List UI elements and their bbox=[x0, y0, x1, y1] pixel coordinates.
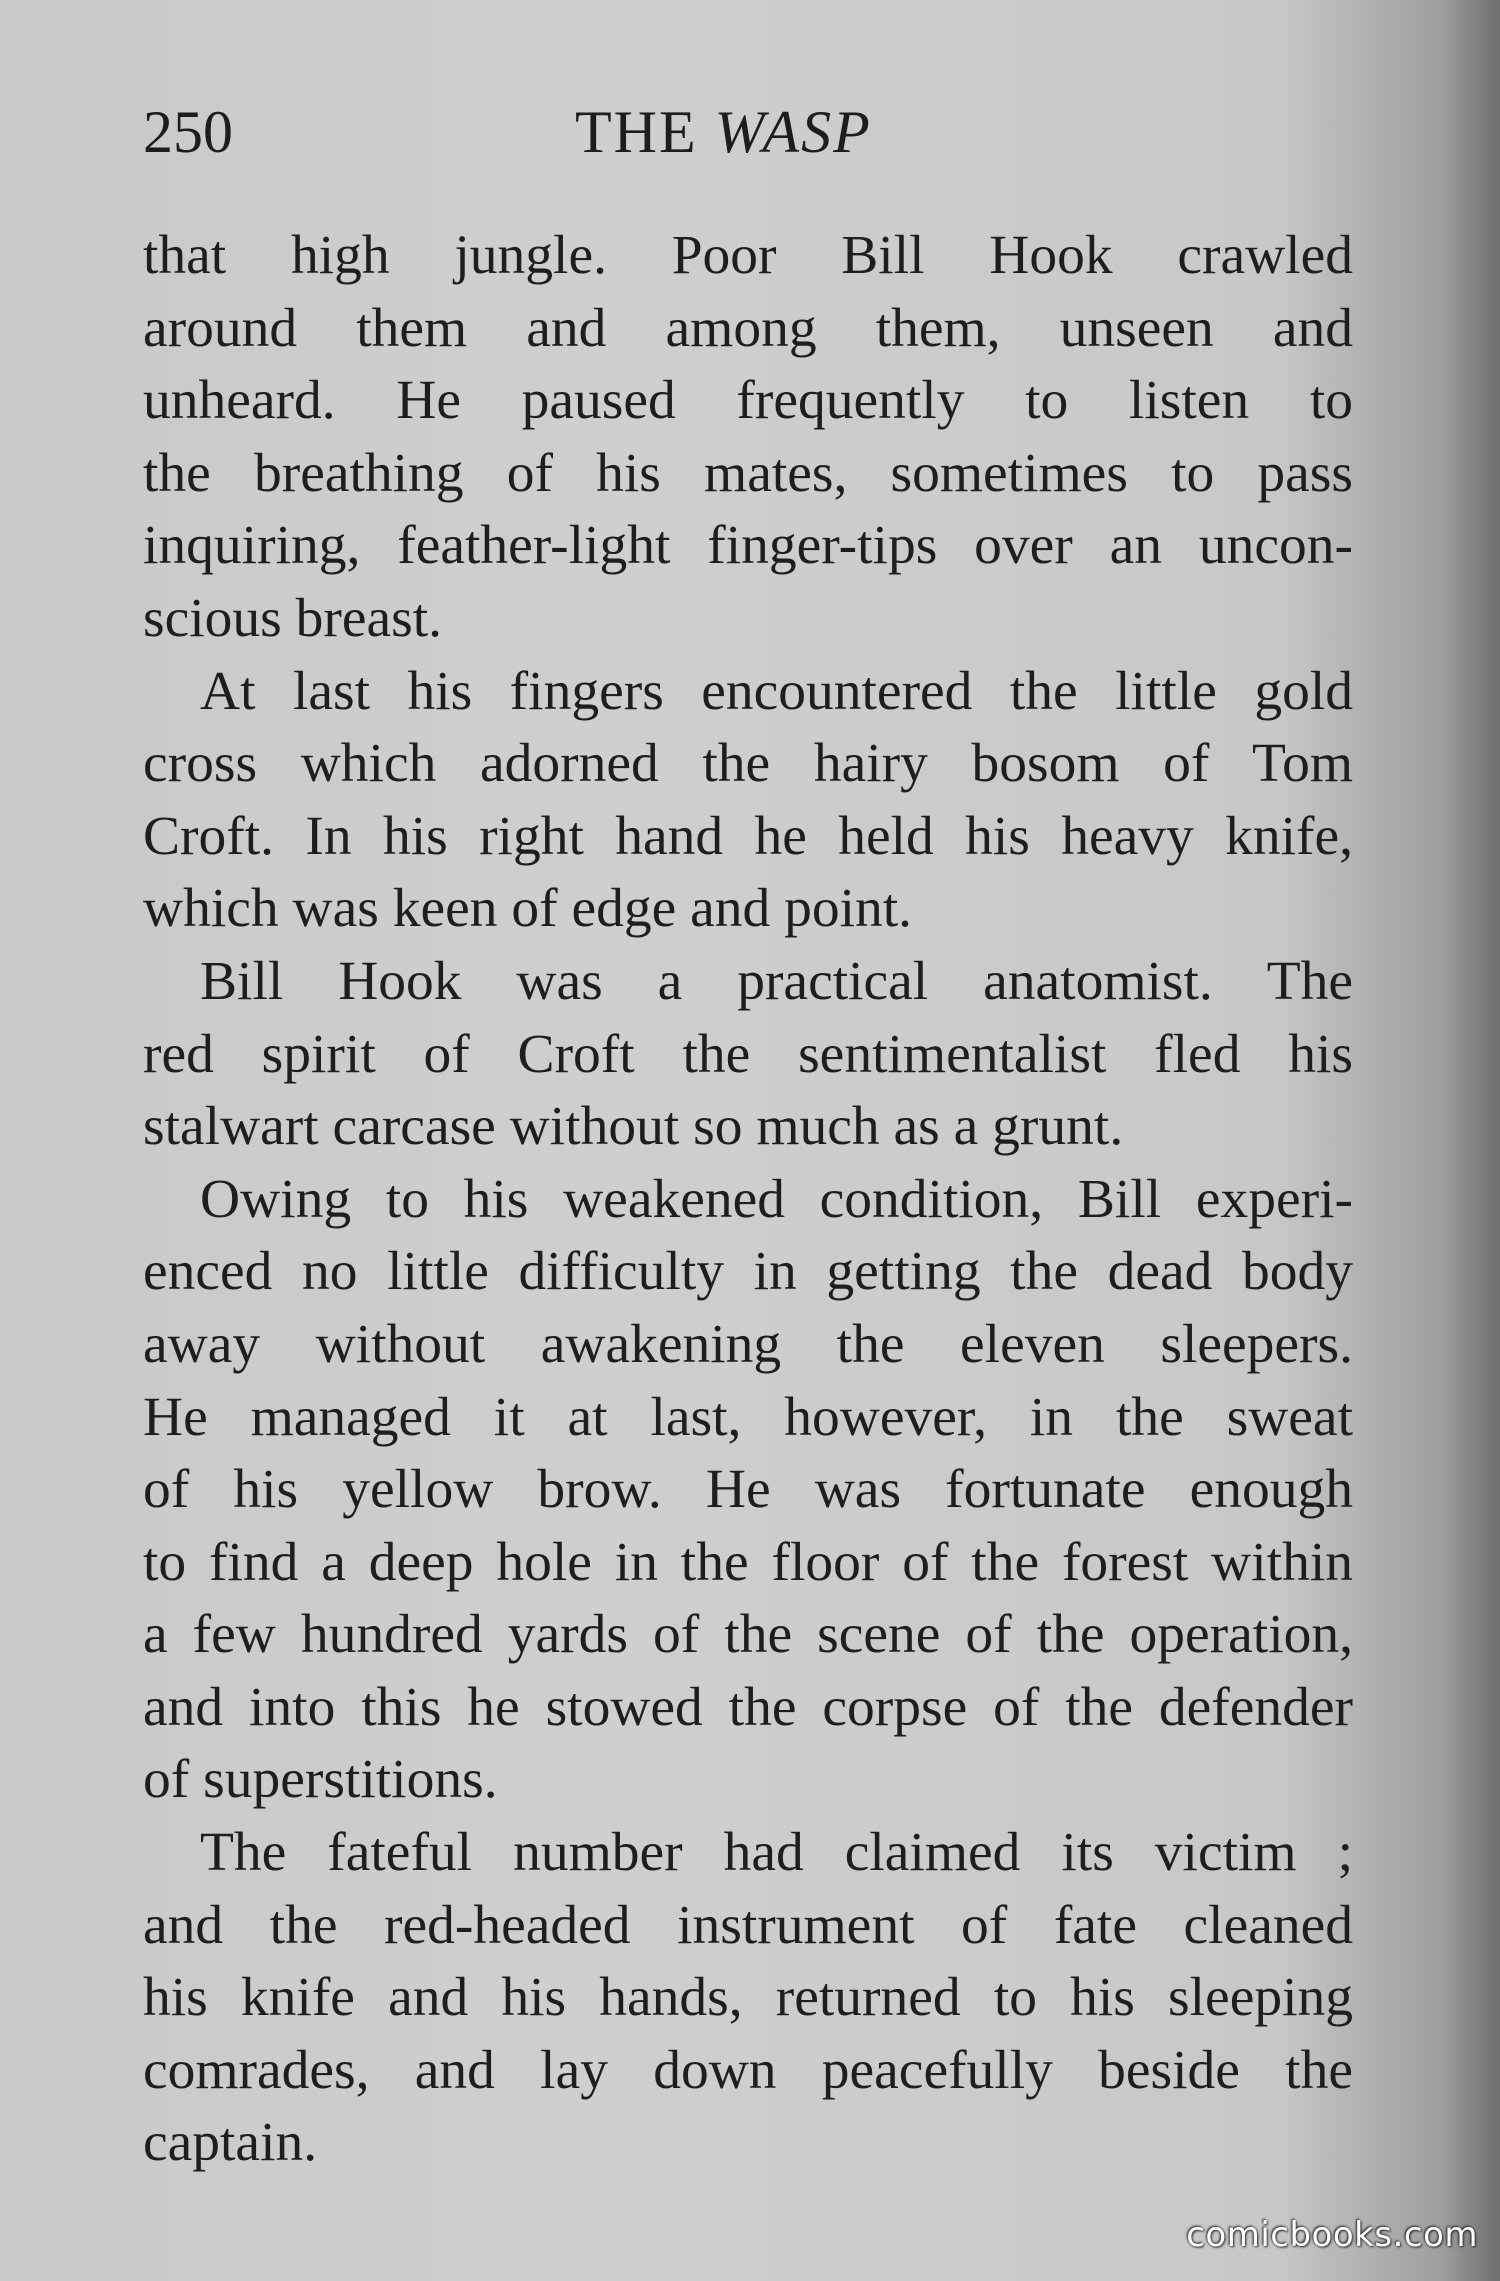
text-line: away without awakening the eleven sleepers. bbox=[143, 1313, 1353, 1375]
text-line: the breathing of his mates, sometimes to pass bbox=[143, 442, 1353, 504]
book-title bbox=[575, 98, 872, 167]
text-line: inquiring, feather-light finger-tips over an uncon- bbox=[143, 515, 1353, 577]
text-line: around them and among them, unseen and bbox=[143, 297, 1353, 359]
text-line: The fateful number had claimed its victim ; bbox=[200, 1822, 1353, 1884]
text-line: stalwart carcase without so much as a grunt. bbox=[143, 1096, 1124, 1158]
text-line: to find a deep hole in the floor of the forest within bbox=[143, 1531, 1353, 1593]
book-title-prefix: THE bbox=[575, 99, 698, 165]
text-line: his knife and his hands, returned to his sleeping bbox=[143, 1967, 1353, 2029]
text-line: and into this he stowed the corpse of the defender bbox=[143, 1676, 1353, 1738]
text-line: Croft. In his right hand he held his heavy knife, bbox=[143, 805, 1353, 867]
text-line: captain. bbox=[143, 2112, 318, 2174]
running-head bbox=[143, 98, 1353, 178]
text-line: that high jungle. Poor Bill Hook crawled bbox=[143, 225, 1353, 286]
text-line: and the red-headed instrument of fate cleaned bbox=[143, 1894, 1353, 1956]
text-line: cross which adorned the hairy bosom of Tom bbox=[143, 733, 1353, 795]
text-line: Bill Hook was a practical anatomist. The bbox=[200, 950, 1353, 1012]
text-line: enced no little difficulty in getting the dead body bbox=[143, 1241, 1353, 1303]
text-line: unheard. He paused frequently to listen to bbox=[143, 370, 1353, 432]
text-line: which was keen of edge and point. bbox=[143, 878, 913, 940]
text-line: of superstitions. bbox=[143, 1749, 498, 1811]
text-line: scious breast. bbox=[143, 587, 443, 649]
text-line: a few hundred yards of the scene of the operation, bbox=[143, 1604, 1353, 1666]
book-title-emphasis: WASP bbox=[714, 99, 872, 165]
watermark: comicbooks.com bbox=[1186, 2215, 1478, 2255]
text-line: red spirit of Croft the sentimentalist fled his bbox=[143, 1023, 1353, 1085]
text-line: Owing to his weakened condition, Bill experi- bbox=[200, 1168, 1353, 1230]
text-line: of his yellow brow. He was fortunate enough bbox=[143, 1459, 1353, 1521]
text-line: comrades, and lay down peacefully beside the bbox=[143, 2039, 1353, 2101]
body-text bbox=[143, 220, 1353, 2180]
text-line: At last his fingers encountered the little gold bbox=[200, 660, 1353, 722]
page-number: 250 bbox=[143, 99, 233, 165]
text-line: He managed it at last, however, in the sweat bbox=[143, 1386, 1353, 1448]
